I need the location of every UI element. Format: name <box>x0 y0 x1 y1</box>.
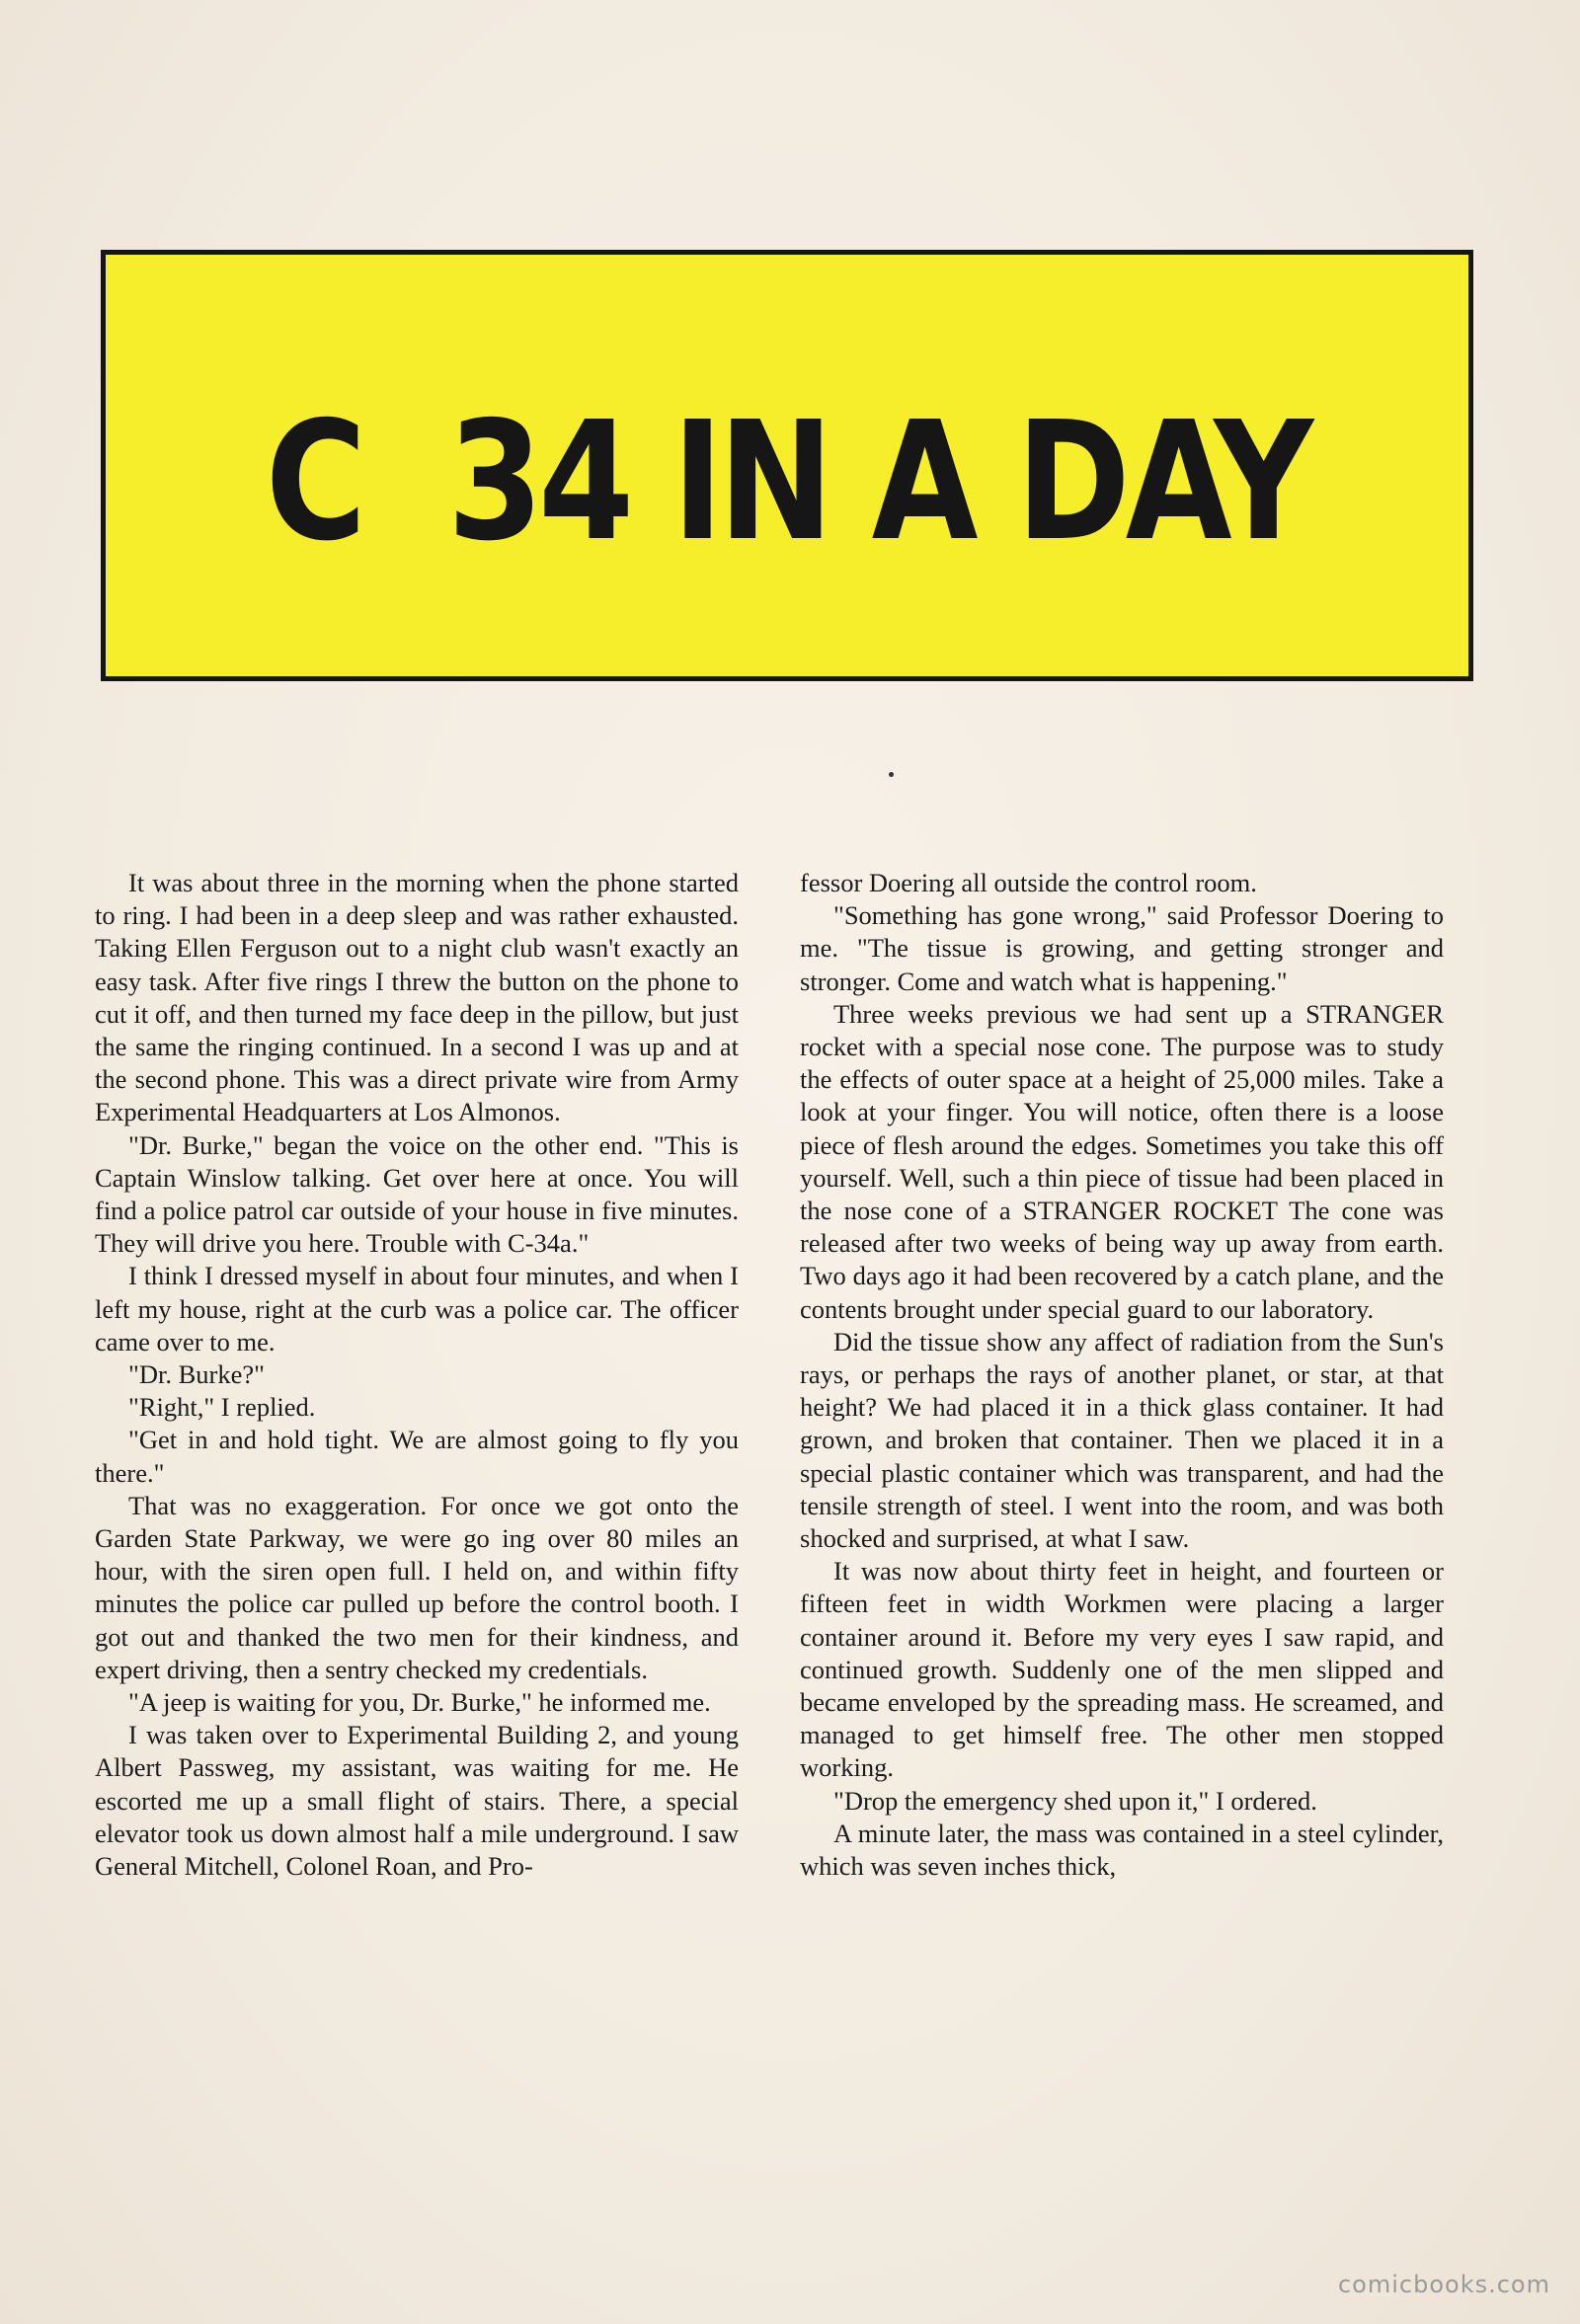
paragraph: "Get in and hold tight. We are almost going to fly you there." <box>95 1425 739 1488</box>
paragraph: I was taken over to Experimental Building 2, and young Albert Passweg, my assistant, was waiting for me. He escorted me up a small flight of stairs. There, a special elevator took us down almost half a mile underground. I saw General Mitchell, Colonel Roan, and Pro- <box>95 1720 739 1882</box>
paragraph-continuation: fessor Doering all outside the control room. <box>800 868 1257 897</box>
right-column <box>800 867 1444 1883</box>
paragraph: "Right," I replied. <box>128 1392 316 1423</box>
paragraph: "A jeep is waiting for you, Dr. Burke," he informed me. <box>128 1687 711 1718</box>
decorative-dot <box>889 772 894 777</box>
paragraph: Three weeks previous we had sent up a STRANGER rocket with a special nose cone. The purpose was to study the effects of outer space at a height of 25,000 miles. Take a look at your finger. You will notice, often there is a loose piece of flesh around the edges. Sometimes you take this off yourself. Well, such a thin piece of tissue had been placed in the nose cone of a STRANGER ROCKET The cone was released after two weeks of being way up away from earth. Two days ago it had been recovered by a catch plane, and the contents brought under special guard to our laboratory. <box>800 998 1444 1324</box>
paragraph: "Something has gone wrong," said Professor Doering to me. "The tissue is growing, and getting stronger and stronger. Come and watch what is happening." <box>800 900 1444 996</box>
paragraph: "Dr. Burke?" <box>128 1359 265 1390</box>
paragraph: Did the tissue show any affect of radiation from the Sun's rays, or perhaps the rays of another planet, or star, at that height? We had placed it in a thick glass container. It had grown, and broken that container. Then we placed it in a special plastic container which was transparent, and had the tensile strength of steel. I went into the room, and was both shocked and surprised, at what I saw. <box>800 1326 1444 1554</box>
paragraph: It was about three in the morning when the phone started to ring. I had been in a deep sleep and was rather exhausted. Taking Ellen Ferguson out to a night club wasn't exactly an easy task. After five rings I threw the button on the phone to cut it off, and then turned my face deep in the pillow, but just the same the ringing continued. In a second I was up and at the second phone. This was a direct private wire from Army Experimental Headquarters at Los Almonos. <box>95 868 739 1127</box>
title-banner <box>101 250 1473 681</box>
paragraph: It was now about thirty feet in height, and fourteen or fifteen feet in width Workmen were placing a larger container around it. Before my very eyes I saw rapid, and continued growth. Suddenly one of the men slipped and became enveloped by the spreading mass. He screamed, and managed to get himself free. The other men stopped working. <box>800 1556 1444 1783</box>
watermark: comicbooks.com <box>1337 2271 1550 2298</box>
paragraph: A minute later, the mass was contained in a steel cylinder, which was seven inches thick, <box>800 1818 1444 1882</box>
paragraph: "Drop the emergency shed upon it," I ordered. <box>833 1785 1317 1816</box>
left-column <box>95 867 739 1883</box>
paragraph: I think I dressed myself in about four minutes, and when I left my house, right at the curb was a police car. The officer came over to me. <box>95 1261 739 1356</box>
paragraph: "Dr. Burke," began the voice on the other end. "This is Captain Winslow talking. Get over here at once. You will find a police patrol car outside of your house in five minutes. They will drive you here. Trouble with C-34a." <box>95 1129 739 1259</box>
paragraph: That was no exaggeration. For once we got onto the Garden State Parkway, we were go ing over 80 miles an hour, with the siren open full. I held on, and within fifty minutes the police car pulled up before the control booth. I got out and thanked the two men for their kindness, and expert driving, then a sentry checked my credentials. <box>95 1490 739 1684</box>
story-title: C 34 IN A DAY <box>265 387 1309 578</box>
